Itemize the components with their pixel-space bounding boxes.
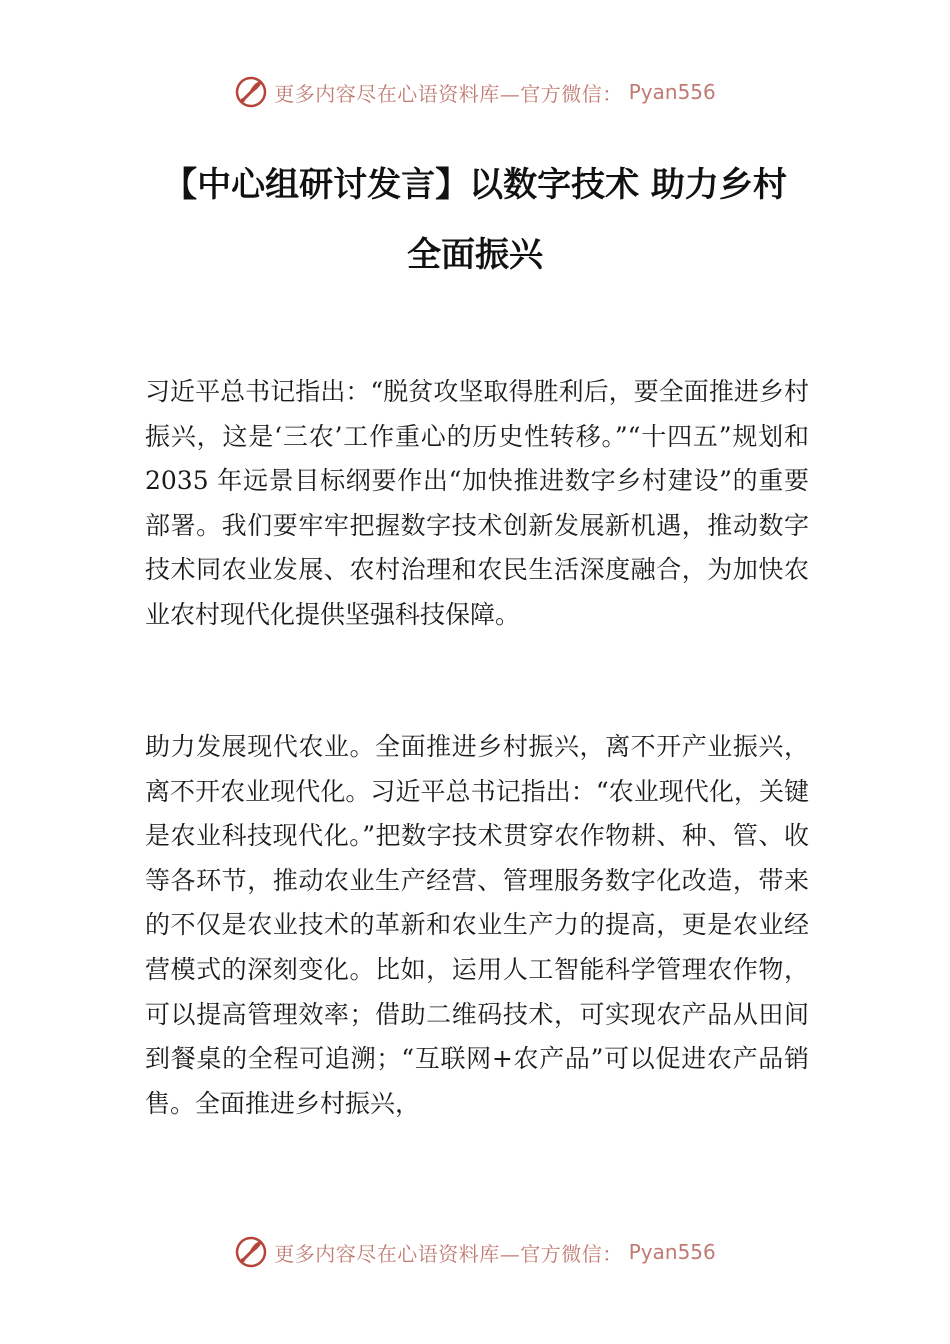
paragraph-intro: 习近平总书记指出：“脱贫攻坚取得胜利后，要全面推进乡村振兴，这是‘三农’工作重心的历史性转移。”“十四五”规划和 2035 年远景目标纲要作出“加快推进数字乡村建设”的重要部署。我们要牢牢把握数字技术创新发展新机遇，推动数字技术同农业发展、农村治理和农民生活深度融合，为加快农业农村现代化提供坚强科技保障。 <box>145 377 809 629</box>
title-line-2: 全面振兴 <box>407 235 543 275</box>
document-title <box>120 150 830 290</box>
watermark-wechat-handle: Pyan556 <box>628 1240 716 1264</box>
watermark-wechat-handle: Pyan556 <box>628 80 716 104</box>
feather-pen-logo-icon <box>234 1235 268 1269</box>
title-line-1: 【中心组研讨发言】以数字技术 助力乡村 <box>163 165 787 205</box>
paragraph-modern-agriculture: 助力发展现代农业。全面推进乡村振兴，离不开产业振兴，离不开农业现代化。习近平总书记指出：“农业现代化，关键是农业科技现代化。”把数字技术贯穿农作物耕、种、管、收等各环节，推动农业生产经营、管理服务数字化改造，带来的不仅是农业技术的革新和农业生产力的提高，更是农业经营模式的深刻变化。比如，运用人工智能科学管理农作物，可以提高管理效率；借助二维码技术，可实现农产品从田间到餐桌的全程可追溯；“互联网+农产品”可以促进农产品销售。全面推进乡村振兴， <box>145 732 809 1118</box>
watermark-text: 更多内容尽在心语资料库—官方微信： <box>274 81 623 106</box>
header-watermark <box>0 72 950 112</box>
watermark-text: 更多内容尽在心语资料库—官方微信： <box>274 1241 623 1266</box>
footer-watermark <box>0 1232 950 1272</box>
feather-pen-logo-icon <box>234 75 268 109</box>
